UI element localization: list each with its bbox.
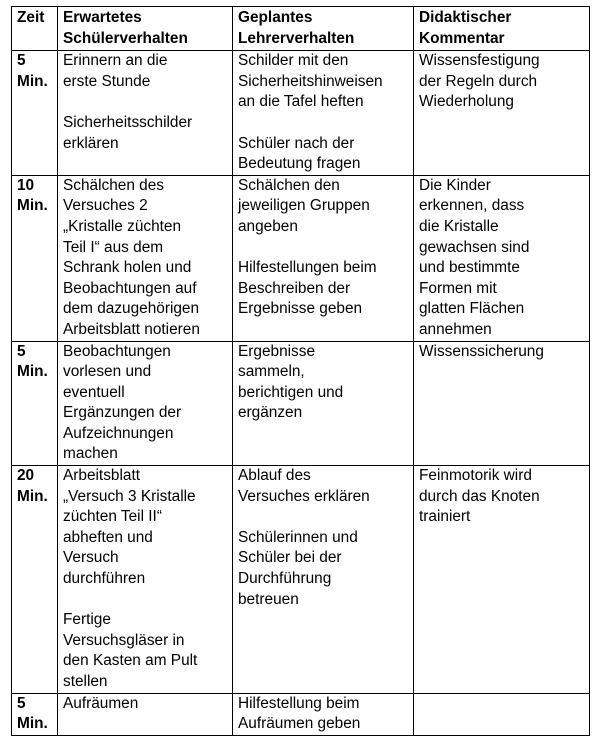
teacher-cell: Hilfestellung beim Aufräumen geben — [233, 693, 414, 735]
student-cell: Beobachtungen vorlesen und eventuell Ergänzungen der Aufzeichnungen machen — [58, 341, 233, 466]
comment-cell: Die Kinder erkennen, dass die Kristalle gewachsen sind und bestimmte Formen mit glatten Flächen annehmen — [414, 175, 590, 341]
table-row — [12, 693, 590, 735]
time-cell: 10 Min. — [12, 175, 58, 341]
time-cell: 5 Min. — [12, 693, 58, 735]
table-row — [12, 341, 590, 466]
time-cell: 20 Min. — [12, 466, 58, 694]
header-teacher-behavior: Geplantes Lehrerverhalten — [233, 7, 414, 51]
comment-cell: Wissensfestigung der Regeln durch Wiederholung — [414, 51, 590, 176]
time-cell: 5 Min. — [12, 51, 58, 176]
comment-cell: Wissenssicherung — [414, 341, 590, 466]
teacher-cell: Schälchen den jeweiligen Gruppen angeben Hilfestellungen beim Beschreiben der Ergebnisse geben — [233, 175, 414, 341]
header-student-behavior: Erwartetes Schülerverhalten — [58, 7, 233, 51]
teacher-cell: Ergebnisse sammeln, berichtigen und ergänzen — [233, 341, 414, 466]
teacher-cell: Ablauf des Versuches erklären Schülerinnen und Schüler bei der Durchführung betreuen — [233, 466, 414, 694]
lesson-plan-table — [11, 6, 590, 736]
comment-cell: Feinmotorik wird durch das Knoten trainiert — [414, 466, 590, 694]
table-row — [12, 466, 590, 694]
table-row — [12, 175, 590, 341]
header-time: Zeit — [12, 7, 58, 51]
student-cell: Arbeitsblatt „Versuch 3 Kristalle züchten Teil II“ abheften und Versuch durchführen Fertige Versuchsgläser in den Kasten am Pult stellen — [58, 466, 233, 694]
student-cell: Schälchen des Versuches 2 „Kristalle züchten Teil I“ aus dem Schrank holen und Beobachtungen auf dem dazugehörigen Arbeitsblatt notieren — [58, 175, 233, 341]
time-cell: 5 Min. — [12, 341, 58, 466]
header-didactic-comment: Didaktischer Kommentar — [414, 7, 590, 51]
comment-cell — [414, 693, 590, 735]
header-row — [12, 7, 590, 51]
student-cell: Erinnern an die erste Stunde Sicherheitsschilder erklären — [58, 51, 233, 176]
teacher-cell: Schilder mit den Sicherheitshinweisen an die Tafel heften Schüler nach der Bedeutung fragen — [233, 51, 414, 176]
student-cell: Aufräumen — [58, 693, 233, 735]
table-row — [12, 51, 590, 176]
